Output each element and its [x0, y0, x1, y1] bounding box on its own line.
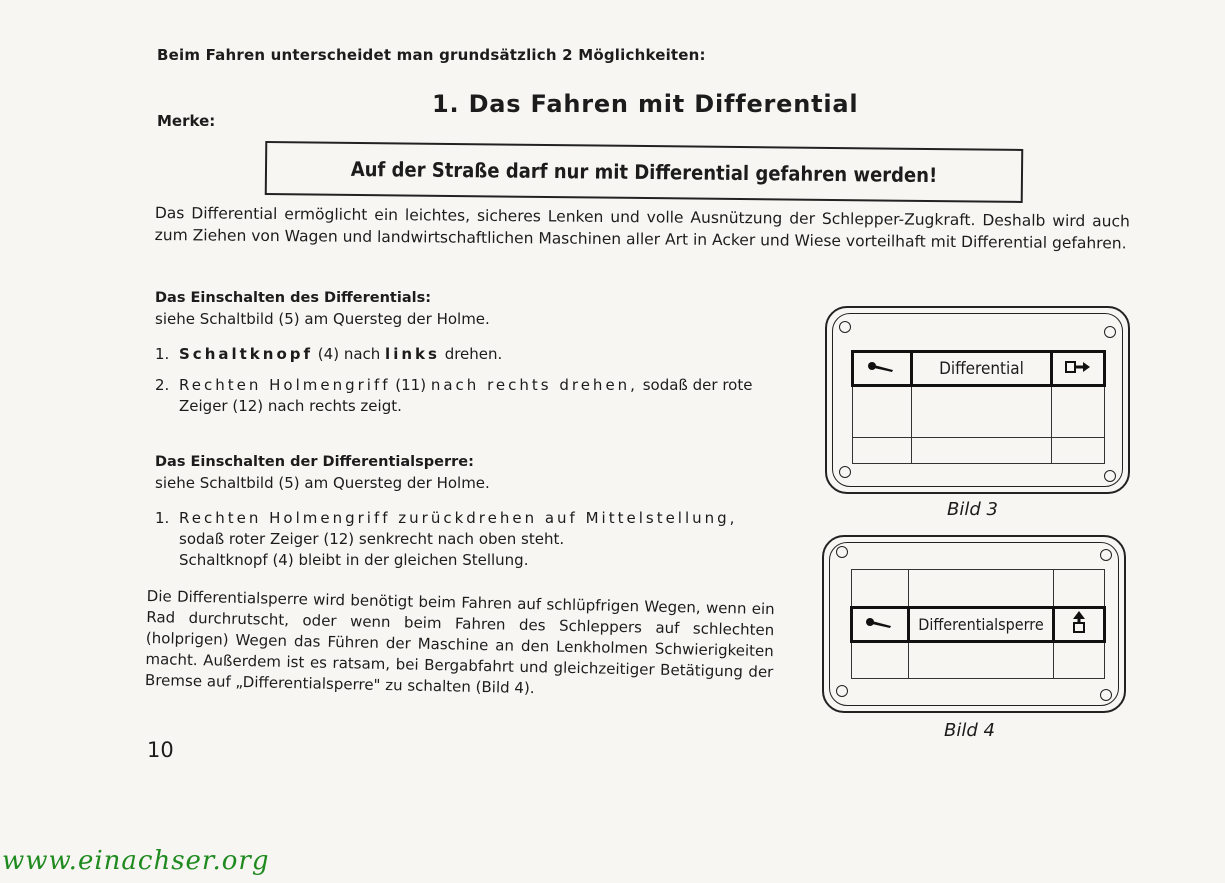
bild4-switch-plate: [822, 535, 1126, 713]
paragraph-differential-lock: Die Differentialsperre wird benötigt beim Fahren auf schlüpfrigen Wegen, wenn ein Rad durchrutscht, oder wenn beim Fahren des Schleppers auf schlechten (holprigen) Wegen das Führen der Maschine an den Lenkholmen Schwierigkeiten macht. Außerdem ist es ratsam, bei Bergabfahrt und gleichzeitiger Betätigung der Bremse auf „Differentialsperre" zu schalten (Bild 4).: [144, 586, 775, 698]
screw-hole: [839, 466, 851, 478]
page-number: 10: [147, 738, 174, 762]
section-differential: [155, 288, 780, 417]
step-emphasis: Rechten Holmengriff zurückdrehen auf Mittelstellung,: [179, 509, 738, 527]
arrow-up-icon: [1054, 607, 1105, 641]
step-number: 1.: [155, 509, 170, 527]
footer-watermark-url: www.einachser.org: [2, 846, 270, 876]
step-emphasis: nach rechts drehen,: [430, 376, 638, 394]
screw-hole: [1100, 689, 1112, 701]
knob-icon: [853, 352, 912, 386]
arrow-right-icon: [1052, 352, 1105, 386]
bild4-grid: [850, 569, 1106, 679]
screw-hole: [1104, 326, 1116, 338]
step-emphasis: Rechten Holmengriff: [179, 376, 391, 394]
section-ref: siehe Schaltbild (5) am Quersteg der Holme.: [155, 474, 490, 492]
step-emphasis: links: [385, 345, 440, 363]
screw-hole: [1104, 470, 1116, 482]
section-differential-lock: [155, 452, 780, 571]
step-number: 2.: [155, 376, 170, 394]
merke-label: Merke:: [157, 112, 216, 130]
bild4-caption: Bild 4: [944, 720, 995, 741]
step-text: drehen.: [439, 345, 503, 363]
differential-label: Differential: [912, 352, 1052, 386]
bild3-grid: [851, 350, 1106, 464]
step-1: [155, 344, 780, 365]
differential-lock-label: Differentialsperre: [909, 607, 1054, 641]
screw-hole: [836, 685, 848, 697]
bild3-caption: Bild 3: [947, 499, 998, 520]
step-text: sodaß roter Zeiger (12) senkrecht nach oben steht.: [179, 530, 565, 548]
step-emphasis: Schaltknopf: [179, 345, 314, 363]
step-number: 1.: [155, 345, 170, 363]
step-2: [155, 375, 780, 417]
section-title: Das Einschalten der Differentialsperre:: [155, 454, 474, 470]
step-text: (11): [390, 376, 431, 394]
section-title: Das Einschalten des Differentials:: [155, 290, 432, 306]
paragraph-differential: Das Differential ermöglicht ein leichtes, sicheres Lenken und volle Ausnützung der Schlepper-Zugkraft. Deshalb wird auch zum Ziehen von Wagen und landwirtschaftlichen Maschinen aller Art in Acker und Wiese vorteilhaft mit Differential gefahren.: [154, 203, 1130, 253]
intro-line: Beim Fahren unterscheidet man grundsätzlich 2 Möglichkeiten:: [157, 46, 706, 64]
knob-icon: [852, 607, 909, 641]
road-notice-box: [265, 141, 1024, 203]
step-1: [155, 508, 780, 571]
page-heading: 1. Das Fahren mit Differential: [432, 90, 859, 118]
bild3-switch-plate: [825, 306, 1130, 494]
road-notice-text: Auf der Straße darf nur mit Differential gefahren werden!: [350, 156, 938, 188]
step-text: (4) nach: [313, 345, 386, 363]
screw-hole: [836, 546, 848, 558]
screw-hole: [839, 321, 851, 333]
section-ref: siehe Schaltbild (5) am Quersteg der Holme.: [155, 310, 490, 328]
step-text: sodaß der rote Zeiger (12) nach rechts zeigt.: [179, 376, 753, 415]
screw-hole: [1100, 549, 1112, 561]
step-text: Schaltknopf (4) bleibt in der gleichen Stellung.: [179, 551, 529, 569]
